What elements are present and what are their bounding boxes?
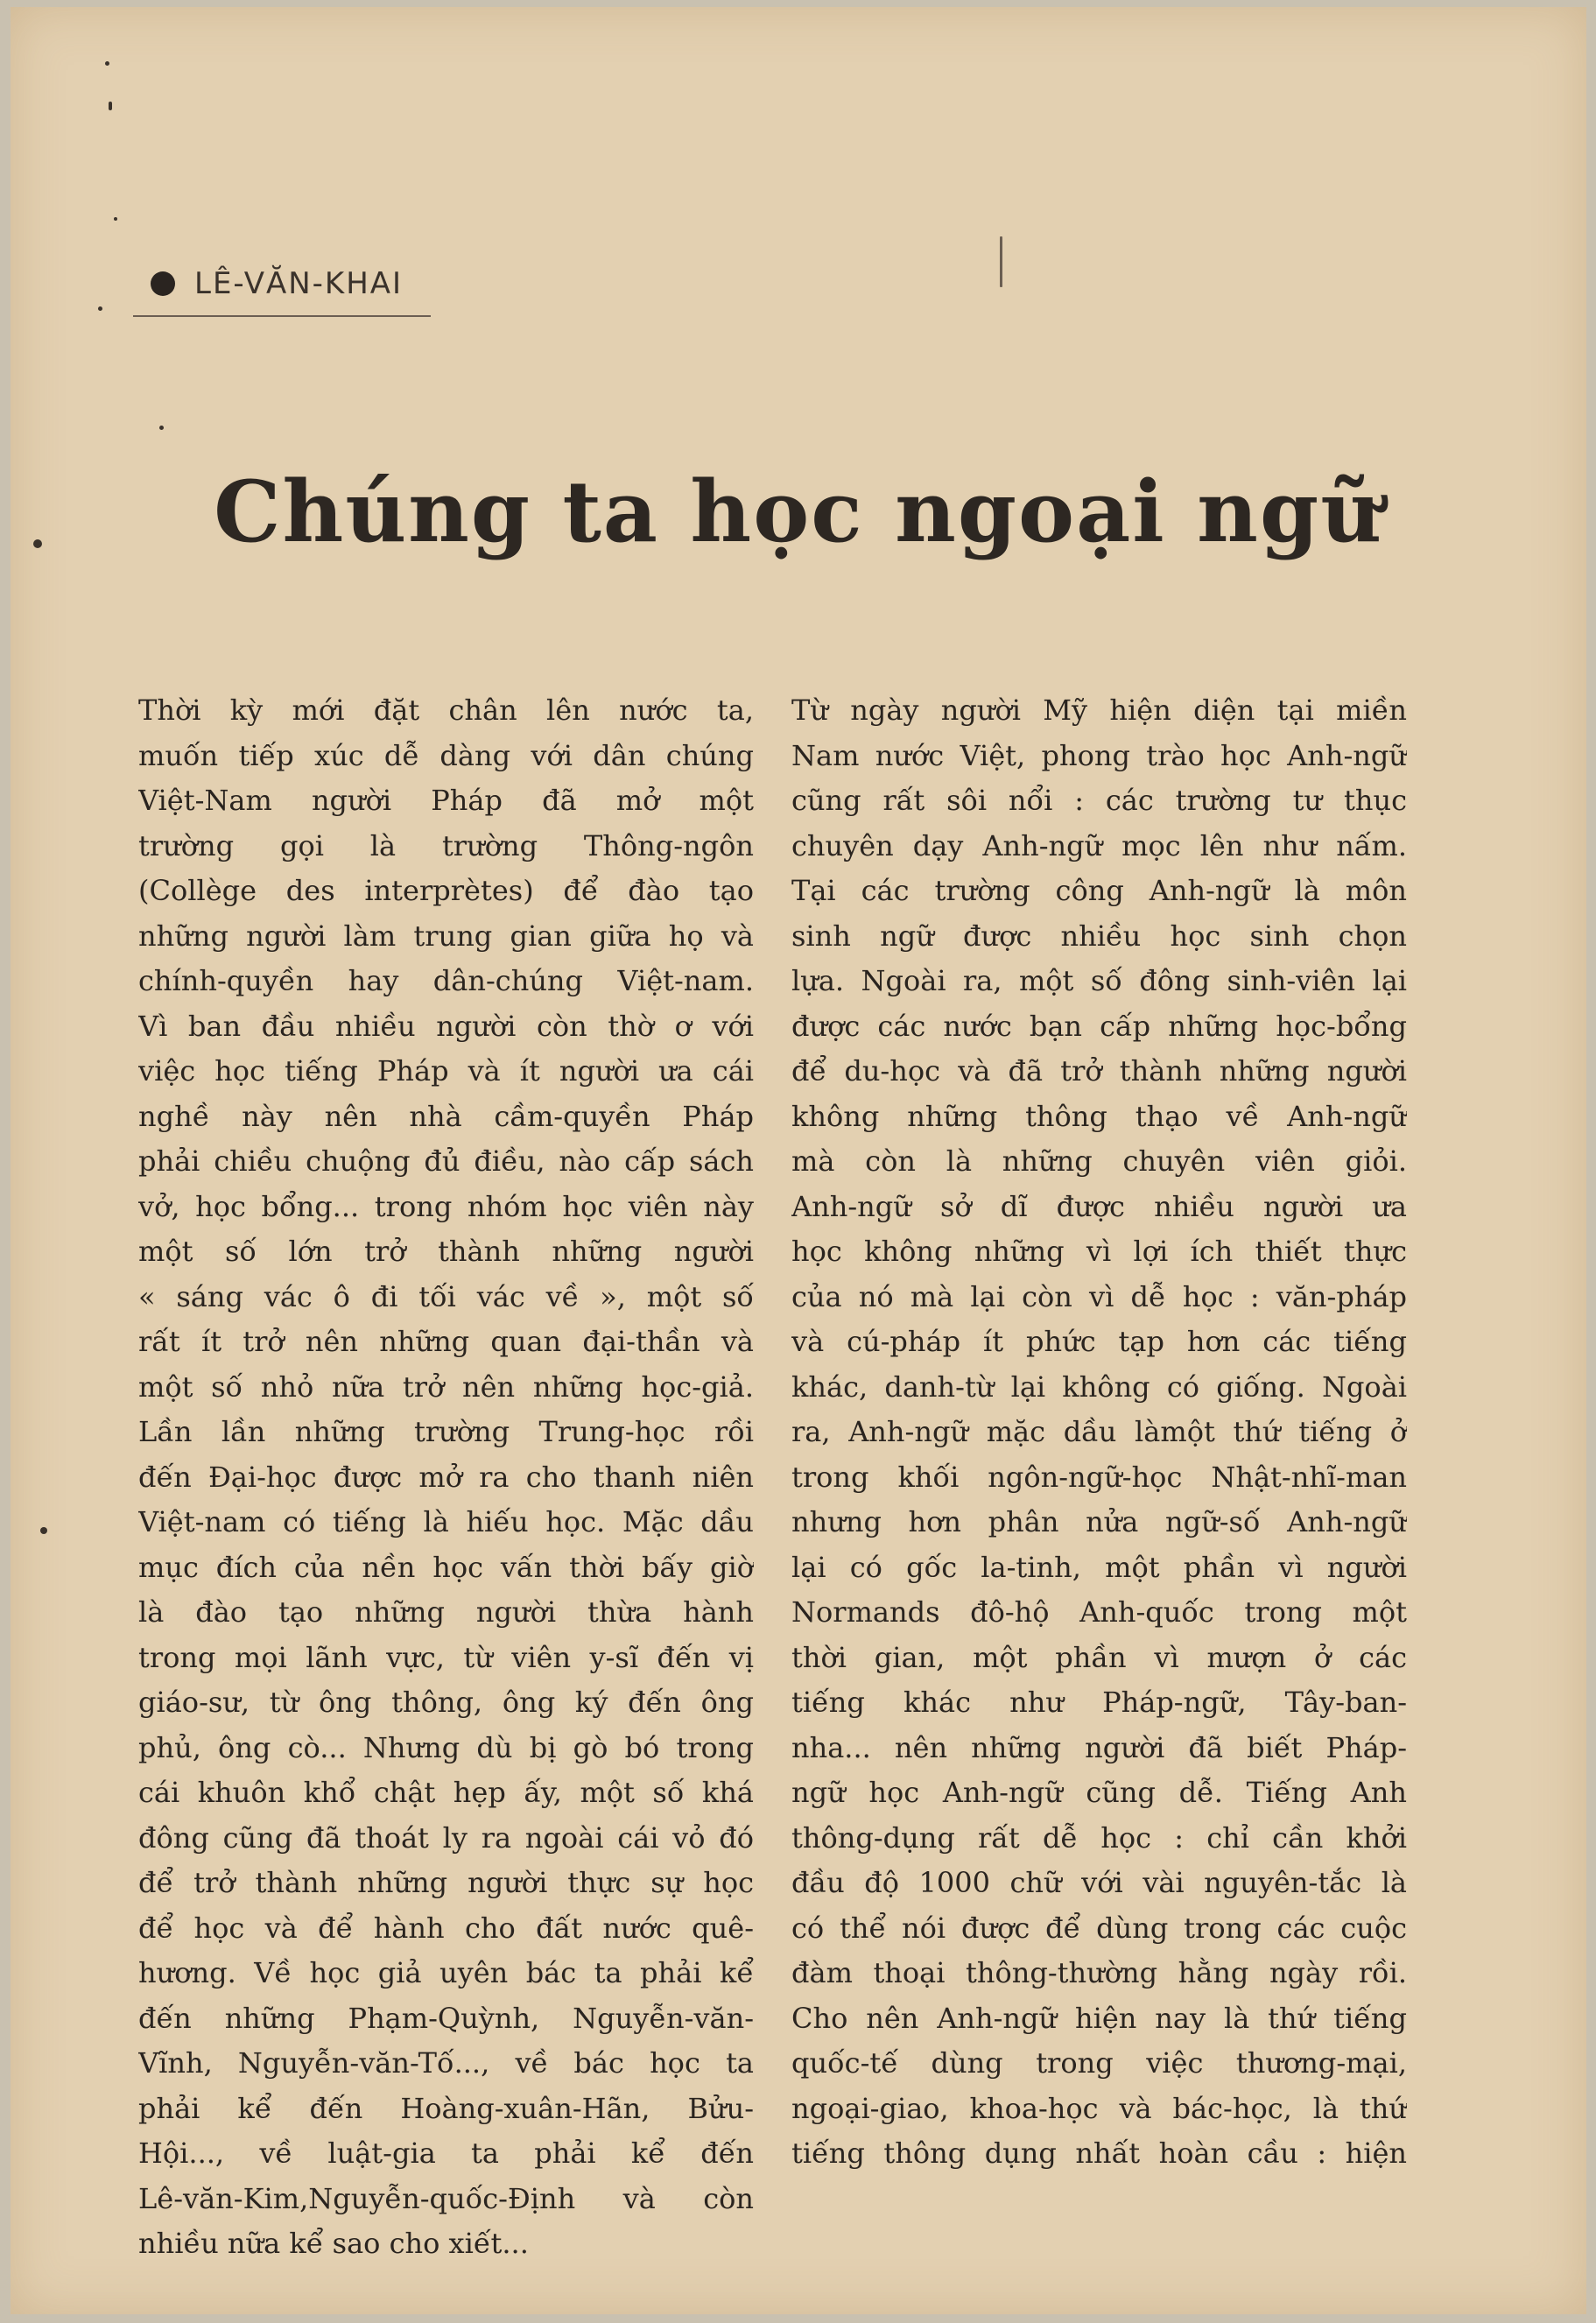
text-line: tiếng khác như Pháp-ngữ, Tây-ban- [791, 1686, 1407, 1719]
text-line: ra, Anh-ngữ mặc dầu làmột thứ tiếng ở [791, 1415, 1407, 1448]
text-line: của nó mà lại còn vì dễ học : văn-pháp [791, 1279, 1407, 1313]
text-line: trong khối ngôn-ngữ-học Nhật-nhĩ-man [791, 1460, 1407, 1494]
text-line: lựa. Ngoài ra, một số đông sinh-viên lại [791, 964, 1407, 997]
article-title: Chúng ta học ngoại ngữ [214, 462, 1383, 561]
text-line: vở, học bổng... trong nhóm học viên này [138, 1189, 754, 1223]
text-line: đến những Phạm-Quỳnh, Nguyễn-văn- [138, 2001, 754, 2035]
text-line: những người làm trung gian giữa họ và [138, 919, 754, 953]
text-line: đầu độ 1000 chữ với vài nguyên-tắc là [791, 1866, 1407, 1899]
text-line: là đào tạo những người thừa hành [138, 1595, 754, 1629]
text-line: mà còn là những chuyên viên giỏi. [791, 1144, 1407, 1178]
text-line: « sáng vác ô đi tối vác về », một số [138, 1279, 754, 1313]
text-line: để trở thành những người thực sự học [138, 1866, 754, 1899]
magazine-page [11, 7, 1586, 2314]
text-line: cũng rất sôi nổi : các trường tư thục [791, 784, 1407, 817]
text-line: việc học tiếng Pháp và ít người ưa cái [138, 1054, 754, 1088]
text-line: để học và để hành cho đất nước quê- [138, 1911, 754, 1945]
text-line: phải kể đến Hoàng-xuân-Hãn, Bửu- [138, 2091, 754, 2125]
text-line: Nam nước Việt, phong trào học Anh-ngữ [791, 738, 1407, 772]
text-line: và cú-pháp ít phức tạp hơn các tiếng [791, 1325, 1407, 1358]
text-line: phải chiều chuộng đủ điều, nào cấp sách [138, 1144, 754, 1178]
text-line: nhưng hơn phân nửa ngữ-số Anh-ngữ [791, 1505, 1407, 1538]
text-line: cái khuôn khổ chật hẹp ấy, một số khá [138, 1776, 754, 1809]
text-line: phủ, ông cò... Nhưng dù bị gò bó trong [138, 1730, 754, 1764]
text-line: lại có gốc la-tinh, một phần vì người [791, 1550, 1407, 1584]
text-line: rất ít trở nên những quan đại-thần và [138, 1325, 754, 1358]
text-line: Lần lần những trường Trung-học rồi [138, 1415, 754, 1448]
text-line: ngoại-giao, khoa-học và bác-học, là thứ [791, 2091, 1407, 2125]
text-line: Vì ban đầu nhiều người còn thờ ơ với [138, 1009, 754, 1043]
text-line: nha... nên những người đã biết Pháp- [791, 1730, 1407, 1764]
text-line: giáo-sư, từ ông thông, ông ký đến ông [138, 1686, 754, 1719]
text-line: Normands đô-hộ Anh-quốc trong một [791, 1595, 1407, 1629]
text-line: khác, danh-từ lại không có giống. Ngoài [791, 1369, 1407, 1404]
text-line: thông-dụng rất dễ học : chỉ cần khởi [791, 1820, 1407, 1855]
text-line: Vĩnh, Nguyễn-văn-Tố..., về bác học ta [138, 2046, 754, 2080]
text-line: đông cũng đã thoát ly ra ngoài cái vỏ đó [138, 1820, 754, 1855]
text-line: Anh-ngữ sở dĩ được nhiều người ưa [791, 1189, 1407, 1223]
text-line: Hội..., về luật-gia ta phải kể đến [138, 2136, 754, 2170]
text-line: đến Đại-học được mở ra cho thanh niên [138, 1460, 754, 1494]
text-line: được các nước bạn cấp những học-bổng [791, 1009, 1407, 1043]
text-line: Việt-Nam người Pháp đã mở một [138, 784, 754, 817]
left-column [138, 688, 754, 2267]
text-line: chuyên dạy Anh-ngữ mọc lên như nấm. [791, 828, 1407, 862]
text-line: thời gian, một phần vì mượn ở các [791, 1640, 1407, 1674]
text-line: nghề này nên nhà cầm-quyền Pháp [138, 1099, 754, 1133]
text-line: một số nhỏ nữa trở nên những học-giả. [138, 1369, 754, 1404]
ink-speck [114, 217, 117, 221]
text-line: Từ ngày người Mỹ hiện diện tại miền [791, 693, 1407, 727]
text-line: trường gọi là trường Thông-ngôn [138, 828, 754, 862]
text-line: Tại các trường công Anh-ngữ là môn [791, 874, 1407, 907]
text-line: một số lớn trở thành những người [138, 1235, 754, 1268]
text-line: muốn tiếp xúc dễ dàng với dân chúng [138, 738, 754, 772]
author-underline [133, 315, 431, 317]
author-name: LÊ-VĂN-KHAI [194, 266, 404, 301]
text-line: học không những vì lợi ích thiết thực [791, 1235, 1407, 1268]
text-line: sinh ngữ được nhiều học sinh chọn [791, 919, 1407, 953]
ink-speck [159, 426, 164, 430]
text-line: (Collège des interprètes) để đào tạo [138, 874, 754, 907]
bullet-icon [151, 271, 175, 296]
text-line: Thời kỳ mới đặt chân lên nước ta, [138, 693, 754, 727]
text-line: chính-quyền hay dân-chúng Việt-nam. [138, 964, 754, 997]
text-line: không những thông thạo về Anh-ngữ [791, 1099, 1407, 1133]
text-line: nhiều nữa kể sao cho xiết... [138, 2227, 529, 2260]
ink-speck [109, 102, 112, 110]
ink-speck [98, 306, 102, 311]
text-line: hương. Về học giả uyên bác ta phải kể [138, 1956, 754, 1989]
text-line: ngữ học Anh-ngữ cũng dễ. Tiếng Anh [791, 1776, 1407, 1809]
text-line: trong mọi lãnh vực, từ viên y-sĩ đến vị [138, 1640, 754, 1674]
text-line: tiếng thông dụng nhất hoàn cầu : hiện [791, 2136, 1407, 2170]
text-line: mục đích của nền học vấn thời bấy giờ [138, 1550, 754, 1584]
author-byline [151, 266, 403, 301]
ink-speck [1000, 236, 1002, 287]
text-line: để du-học và đã trở thành những người [791, 1054, 1407, 1088]
ink-speck [105, 61, 109, 66]
text-line: Lê-văn-Kim,Nguyễn-quốc-Định và còn [138, 2181, 754, 2215]
text-line: có thể nói được để dùng trong các cuộc [791, 1911, 1407, 1945]
ink-speck [40, 1527, 47, 1534]
text-line: đàm thoại thông-thường hằng ngày rồi. [791, 1956, 1407, 1989]
text-line: Việt-nam có tiếng là hiếu học. Mặc dầu [138, 1505, 754, 1538]
right-column [791, 688, 1407, 2177]
text-line: Cho nên Anh-ngữ hiện nay là thứ tiếng [791, 2001, 1407, 2035]
text-line: quốc-tế dùng trong việc thương-mại, [791, 2046, 1407, 2080]
